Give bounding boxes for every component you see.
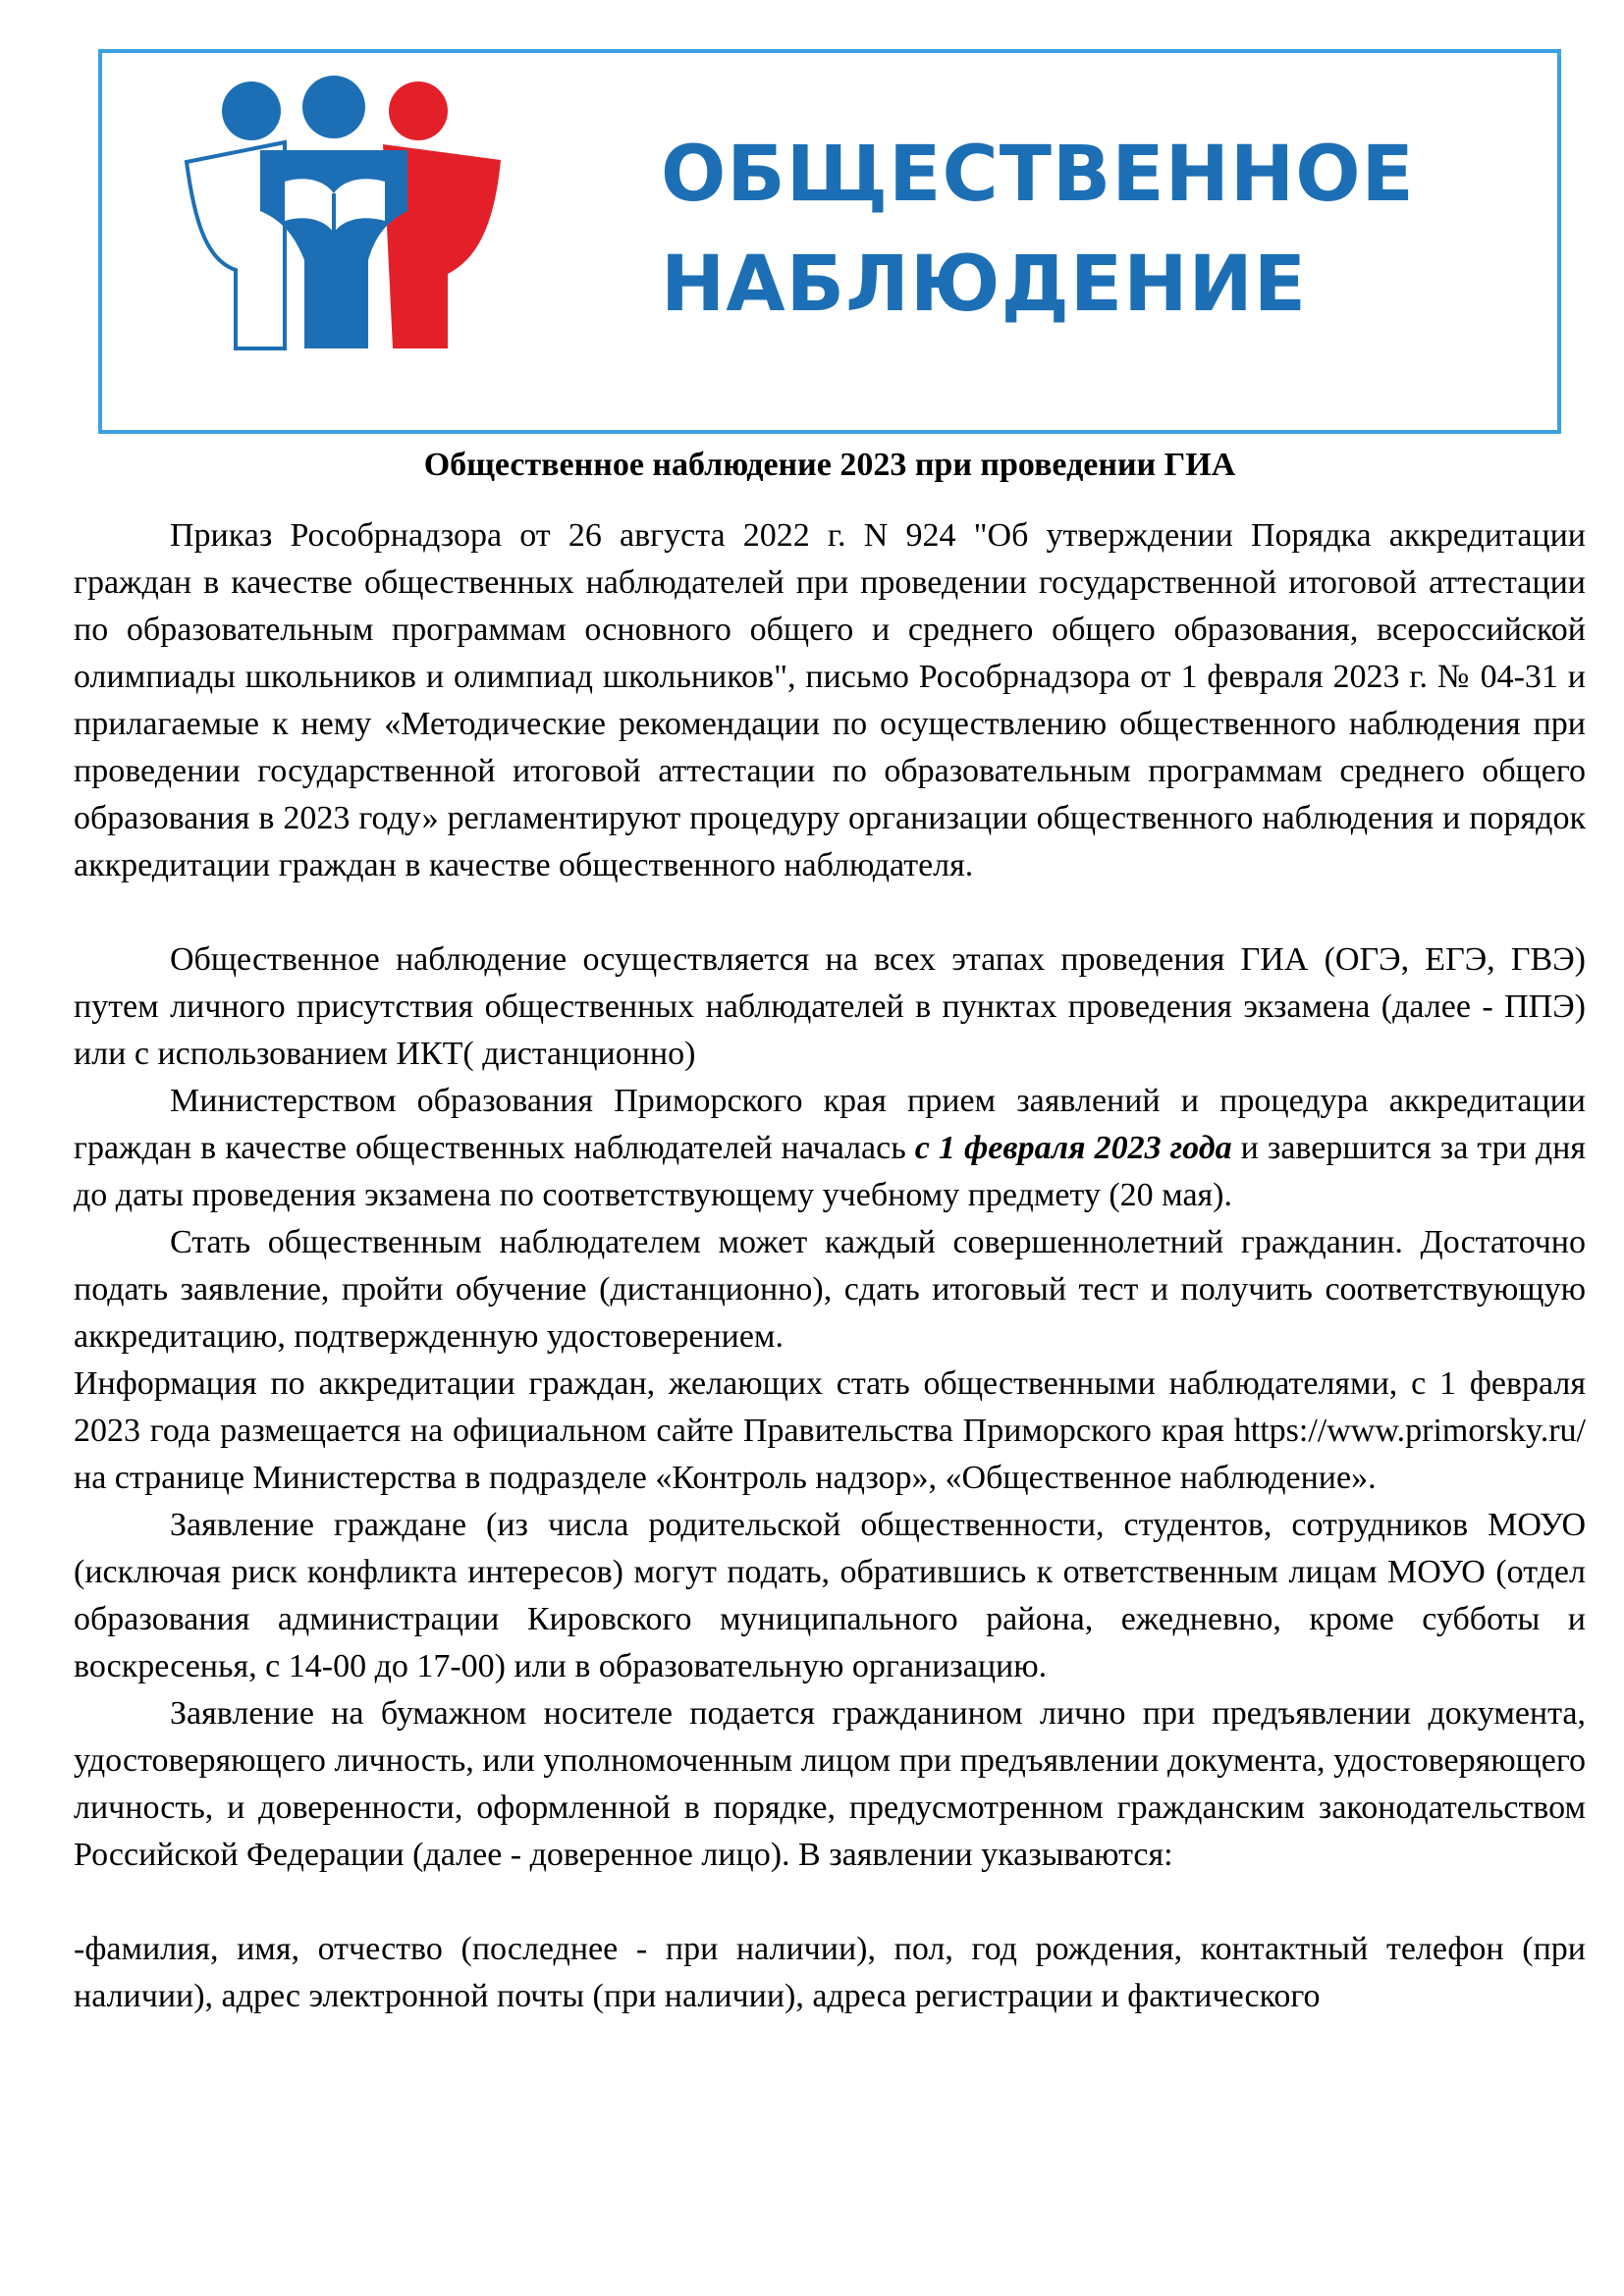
document-body [74, 442, 1586, 2020]
paragraph-order-reference: Приказ Рособрнадзора от 26 августа 2022 г. N 924 "Об утверждении Порядка аккредитации граждан в качестве общественных наблюдателей при проведении государственной итоговой аттестации по образовательным программам основного общего и среднего общего образования, всероссийской олимпиады школьников и олимпиад школьников", письмо Рособрнадзора от 1 февраля 2023 г. № 04-31 и прилагаемые к нему «Методические рекомендации по осуществлению общественного наблюдения при проведении государственной итоговой аттестации по образовательным программам среднего общего образования в 2023 году» регламентируют процедуру организации общественного наблюдения и порядок аккредитации граждан в качестве общественного наблюдателя. [74, 517, 1586, 883]
document-title: Общественное наблюдение 2023 при проведении ГИА [423, 447, 1236, 483]
banner-title-line2: НАБЛЮДЕНИЕ [661, 240, 1308, 329]
logo-head-right [389, 81, 448, 140]
paragraph-gap [74, 1879, 1586, 1926]
paragraph-application-submission: Заявление граждане (из числа родительской общественности, студентов, сотрудников МОУО (исключая риск конфликта интересов) могут подать, обратившись к ответственным лицам МОУО (отдел образования администрации Кировского муниципального района, ежедневно, кроме субботы и воскресенья, с 14-00 до 17-00) или в образовательную организацию. [74, 1507, 1586, 1684]
paragraph-become-observer: Стать общественным наблюдателем может каждый совершеннолетний гражданин. Достаточно подать заявление, пройти обучение (дистанционно), сдать итоговый тест и получить соответствующую аккредитацию, подтвержденную удостоверением. [74, 1224, 1586, 1355]
paragraph-observation-stages: Общественное наблюдение осуществляется на всех этапах проведения ГИА (ОГЭ, ЕГЭ, ГВЭ) путем личного присутствия общественных наблюдателей в пунктах проведения экзамена (далее - ППЭ) или с использованием ИКТ( дистанционно) [74, 941, 1586, 1072]
paragraph-paper-application: Заявление на бумажном носителе подается гражданином лично при предъявлении документа, удостоверяющего личность, или уполномоченным лицом при предъявлении документа, удостоверяющего личность, и доверенности, оформленной в порядке, предусмотренном гражданским законодательством Российской Федерации (далее - доверенное лицо). В заявлении указываются: [74, 1695, 1586, 1873]
paragraph-ministry-accreditation [74, 1078, 1586, 1219]
banner-title [661, 120, 1466, 340]
logo-head-center [302, 76, 365, 138]
start-date-emphasis: с 1 февраля 2023 года [914, 1130, 1232, 1166]
text-run: Министерством образования Приморского края прием заявлений и процедура аккредитации граждан в качестве общественных наблюдателей началась [74, 1083, 1586, 1166]
banner-title-line1: ОБЩЕСТВЕННОЕ [661, 131, 1415, 219]
text-run: и завершится за три дня до даты проведения экзамена по соответствующему учебному предмету (20 мая). [74, 1130, 1586, 1213]
paragraph-gap [74, 889, 1586, 936]
paragraph-accreditation-info: Информация по аккредитации граждан, желающих стать общественными наблюдателями, с 1 февраля 2023 года размещается на официальном сайте Правительства Приморского края https://www.primorsky.ru/ на странице Министерства в подразделе «Контроль надзор», «Общественное наблюдение». [74, 1365, 1586, 1496]
paragraph-application-fields: -фамилия, имя, отчество (последнее - при наличии), пол, год рождения, контактный телефон (при наличии), адрес электронной почты (при наличии), адреса регистрации и фактического [74, 1931, 1586, 2014]
gia-logo-icon [167, 74, 520, 358]
logo-head-left [222, 81, 281, 140]
